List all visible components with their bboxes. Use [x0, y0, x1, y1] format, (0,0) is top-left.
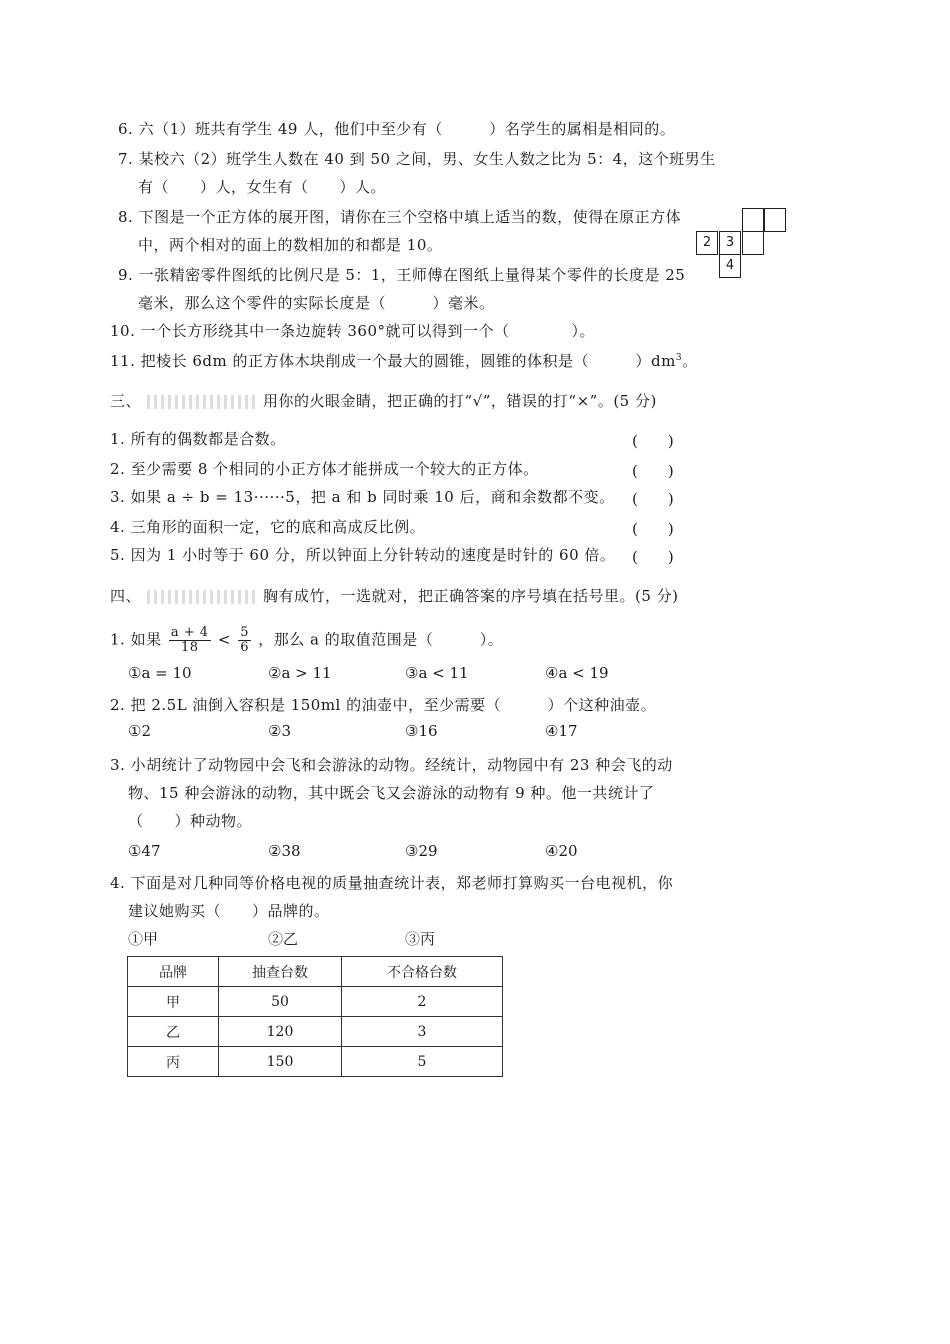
answer-paren-3[interactable]: ( ): [632, 490, 674, 508]
question-9-line1: 9. 一张精密零件图纸的比例尺是 5：1，王师傅在图纸上量得某个零件的长度是 25: [118, 266, 686, 284]
cube-net-face-3: 3: [719, 231, 741, 255]
table-header-row: [128, 957, 503, 987]
question-7-line1: 7. 某校六（2）班学生人数在 40 到 50 之间，男、女生人数之比为 5：4，这个班男生: [118, 150, 716, 168]
cube-net-face-2: 2: [696, 231, 718, 255]
q3-option-2: ②38: [268, 842, 301, 860]
q3-option-3: ③29: [405, 842, 438, 860]
choice-q4-line1: 4. 下面是对几种同等价格电视的质量抽查统计表，郑老师打算购买一台电视机，你: [110, 874, 674, 892]
question-8-line1: 8. 下图是一个正方体的展开图，请你在三个空格中填上适当的数，使得在原正方体: [118, 208, 682, 226]
part3-label: 三、: [110, 392, 142, 410]
header-brand: 品牌: [128, 957, 219, 987]
answer-paren-5[interactable]: ( ): [632, 548, 674, 566]
choice-q3-line3: （ ）种动物。: [128, 812, 253, 830]
table-row: 丙 150 5: [128, 1047, 503, 1077]
question-11: 11. 把棱长 6dm 的正方体木块削成一个最大的圆锥，圆锥的体积是（ ）$dm^3$。: [110, 352, 698, 370]
part3-heading: [110, 390, 657, 411]
table-row: 乙 120 3: [128, 1017, 503, 1047]
choice-q3-line2: 物、15 种会游泳的动物，其中既会飞又会游泳的动物有 9 种。他一共统计了: [128, 784, 655, 802]
part4-title: 胸有成竹，一选就对，把正确答案的序号填在括号里。(5 分): [263, 587, 679, 605]
answer-paren-2[interactable]: ( ): [632, 462, 674, 480]
q1-option-3: ③a < 11: [405, 664, 469, 682]
header-defective: 不合格台数: [342, 957, 503, 987]
q4-option-1: ①甲: [128, 930, 159, 948]
header-sampled: 抽查台数: [219, 957, 342, 987]
choice-q4-line2: 建议她购买（ ）品牌的。: [128, 902, 330, 920]
fraction-5-over-6: $\frac{5}{6}$: [240, 625, 249, 655]
choice-q1: 1. 如果 $\frac{a + 4}{18}$ < $\frac{5}{6}$ ，那么 a 的取值范围是（ ）。: [110, 625, 504, 655]
question-7-line2: 有（ ）人，女生有（ ）人。: [138, 178, 387, 196]
q1-option-4: ④a < 19: [545, 664, 609, 682]
choice-q3-line1: 3. 小胡统计了动物园中会飞和会游泳的动物。经统计，动物园中有 23 种会飞的动: [110, 756, 673, 774]
question-6: 6. 六（1）班共有学生 49 人，他们中至少有（ ）名学生的属相是相同的。: [118, 120, 676, 138]
judge-item-1: 1. 所有的偶数都是合数。: [110, 430, 286, 448]
smudge-decoration: [147, 590, 257, 604]
question-9-line2: 毫米，那么这个零件的实际长度是（ ）毫米。: [138, 294, 495, 312]
cube-net-blank-1: [742, 208, 764, 232]
q1-option-2: ②a > 11: [268, 664, 332, 682]
smudge-decoration: [147, 395, 257, 409]
fraction-a-plus-4-over-18: $\frac{a + 4}{18}$: [170, 625, 209, 655]
q2-option-4: ④17: [545, 722, 578, 740]
q4-option-3: ③丙: [405, 930, 436, 948]
question-8-line2: 中，两个相对的面上的数相加的和都是 10。: [138, 236, 443, 254]
part4-heading: [110, 585, 679, 606]
q2-option-2: ②3: [268, 722, 291, 740]
answer-paren-1[interactable]: ( ): [632, 432, 674, 450]
q4-option-2: ②乙: [268, 930, 299, 948]
part4-label: 四、: [110, 587, 142, 605]
question-10: 10. 一个长方形绕其中一条边旋转 360°就可以得到一个（ ）。: [110, 322, 596, 340]
judge-item-5: 5. 因为 1 小时等于 60 分，所以钟面上分针转动的速度是时针的 60 倍。: [110, 546, 616, 564]
q2-option-1: ①2: [128, 722, 151, 740]
q1-option-1: ①a = 10: [128, 664, 192, 682]
tv-quality-table: [127, 956, 503, 1077]
cube-net-face-4: 4: [719, 254, 741, 278]
judge-item-4: 4. 三角形的面积一定，它的底和高成反比例。: [110, 518, 426, 536]
judge-item-2: 2. 至少需要 8 个相同的小正方体才能拼成一个较大的正方体。: [110, 460, 539, 478]
cube-net-blank-2: [764, 208, 786, 232]
q3-option-1: ①47: [128, 842, 161, 860]
table-row: 甲 50 2: [128, 987, 503, 1017]
judge-item-3: 3. 如果 a ÷ b = 13······5，把 a 和 b 同时乘 10 后，商和余数都不变。: [110, 488, 615, 506]
choice-q2: 2. 把 2.5L 油倒入容积是 150ml 的油壶中，至少需要（ ）个这种油壶。: [110, 696, 657, 714]
q3-option-4: ④20: [545, 842, 578, 860]
answer-paren-4[interactable]: ( ): [632, 520, 674, 538]
part3-title: 用你的火眼金睛，把正确的打“√”，错误的打“×”。(5 分): [263, 392, 657, 410]
q2-option-3: ③16: [405, 722, 438, 740]
cube-net-blank-3: [742, 231, 764, 255]
